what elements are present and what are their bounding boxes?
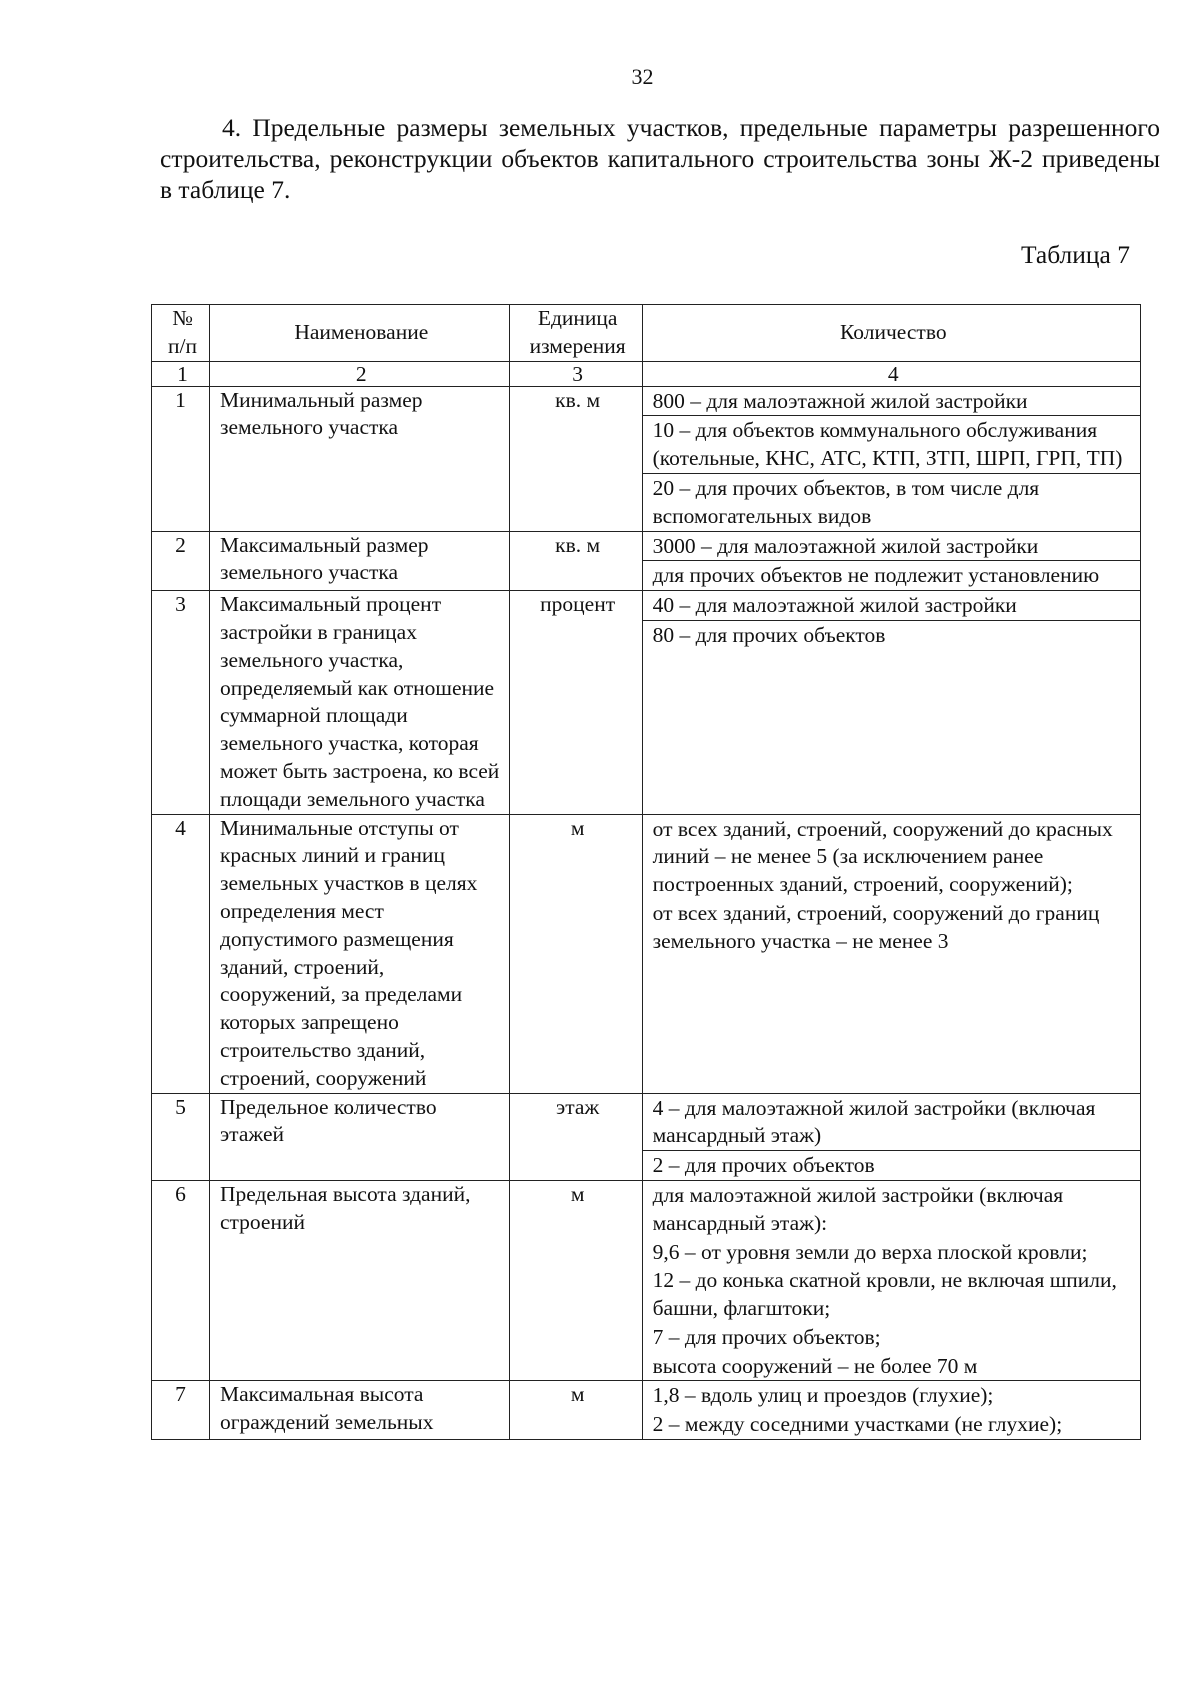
header-unit: Единица измерения [509,305,642,362]
quantity-value: 800 – для малоэтажной жилой застройки [643,387,1140,417]
row-name: Максимальная высота ограждений земельных [209,1381,509,1440]
row-quantity [642,386,1140,531]
row-quantity [642,591,1140,814]
row-number: 6 [152,1180,210,1381]
quantity-value: 20 – для прочих объектов, в том числе для вспомогательных видов [652,475,1040,528]
quantity-value: 3000 – для малоэтажной жилой застройки [643,532,1140,562]
parameters-table [151,304,1141,1440]
quantity-text-line: 9,6 – от уровня земли до верха плоской кровли; [652,1239,1088,1264]
quantity-text-line: 12 – до конька скатной кровли, не включая шпили, башни, флагштоки; [652,1268,1117,1321]
quantity-text-line: 7 – для прочих объектов; [652,1324,881,1349]
table-row [152,1180,1141,1381]
table-row [152,1381,1141,1440]
quantity-text-line: от всех зданий, строений, сооружений до красных линий – не менее 5 (за исключением ранее построенных зданий, строений, сооружений); [652,816,1113,897]
row-name: Минимальные отступы от красных линий и границ земельных участков в целях определения мест допустимого размещения зданий, строений, сооружений, за пределами которых запрещено строительство зданий, строений, сооружений [209,814,509,1093]
header-name: Наименование [209,305,509,362]
intro-paragraph [160,112,1160,205]
row-quantity [642,531,1140,591]
column-number: 1 [152,361,210,386]
row-name: Максимальный размер земельного участка [209,531,509,591]
row-quantity [642,1180,1140,1381]
column-number: 2 [209,361,509,386]
table-row [152,386,1141,531]
column-number: 4 [642,361,1140,386]
header-quantity: Количество [642,305,1140,362]
table-caption: Таблица 7 [1020,240,1130,269]
row-number: 7 [152,1381,210,1440]
quantity-value: 4 – для малоэтажной жилой застройки (включая мансардный этаж) [643,1094,1140,1152]
row-number: 2 [152,531,210,591]
row-unit: м [509,1381,642,1440]
table-row [152,531,1141,591]
column-number: 3 [509,361,642,386]
row-quantity [642,814,1140,1093]
row-name: Минимальный размер земельного участка [209,386,509,531]
row-name: Предельная высота зданий, строений [209,1180,509,1381]
row-number: 4 [152,814,210,1093]
row-unit: этаж [509,1093,642,1180]
page-number: 32 [631,64,654,89]
row-unit: м [509,814,642,1093]
quantity-value: 10 – для объектов коммунального обслуживания (котельные, КНС, АТС, КТП, ЗТП, ШРП, ГРП, ТП) [643,416,1140,474]
quantity-text-line: для малоэтажной жилой застройки (включая мансардный этаж): [652,1182,1064,1235]
row-number: 5 [152,1093,210,1180]
intro-text: 4. Предельные размеры земельных участков, предельные параметры разрешенного строительства, реконструкции объектов капитального строительства зоны Ж-2 приведены в таблице 7. [160,113,1160,204]
table-row [152,1093,1141,1180]
row-unit: кв. м [509,531,642,591]
row-unit: кв. м [509,386,642,531]
quantity-value: 40 – для малоэтажной жилой застройки [643,591,1140,621]
quantity-text-line: от всех зданий, строений, сооружений до границ земельного участка – не менее 3 [652,900,1100,953]
table-row [152,591,1141,814]
row-name: Предельное количество этажей [209,1093,509,1180]
row-number: 3 [152,591,210,814]
row-quantity [642,1381,1140,1440]
quantity-value: для прочих объектов не подлежит установлению [652,563,1100,588]
quantity-text-line: высота сооружений – не более 70 м [652,1353,978,1378]
row-unit: процент [509,591,642,814]
header-number: № п/п [152,305,210,362]
quantity-value: 80 – для прочих объектов [652,622,886,647]
table-row [152,814,1141,1093]
row-unit: м [509,1180,642,1381]
row-name: Максимальный процент застройки в границах земельного участка, определяемый как отношение суммарной площади земельного участка, которая может быть застроена, ко всей площади земельного участка [209,591,509,814]
quantity-text-line: 1,8 – вдоль улиц и проездов (глухие); [652,1383,994,1408]
column-number-row [152,361,1141,386]
table-header-row [152,305,1141,362]
quantity-value: 2 – для прочих объектов [652,1153,875,1178]
row-number: 1 [152,386,210,531]
row-quantity [642,1093,1140,1180]
quantity-text-line: 2 – между соседними участками (не глухие); [652,1412,1063,1437]
